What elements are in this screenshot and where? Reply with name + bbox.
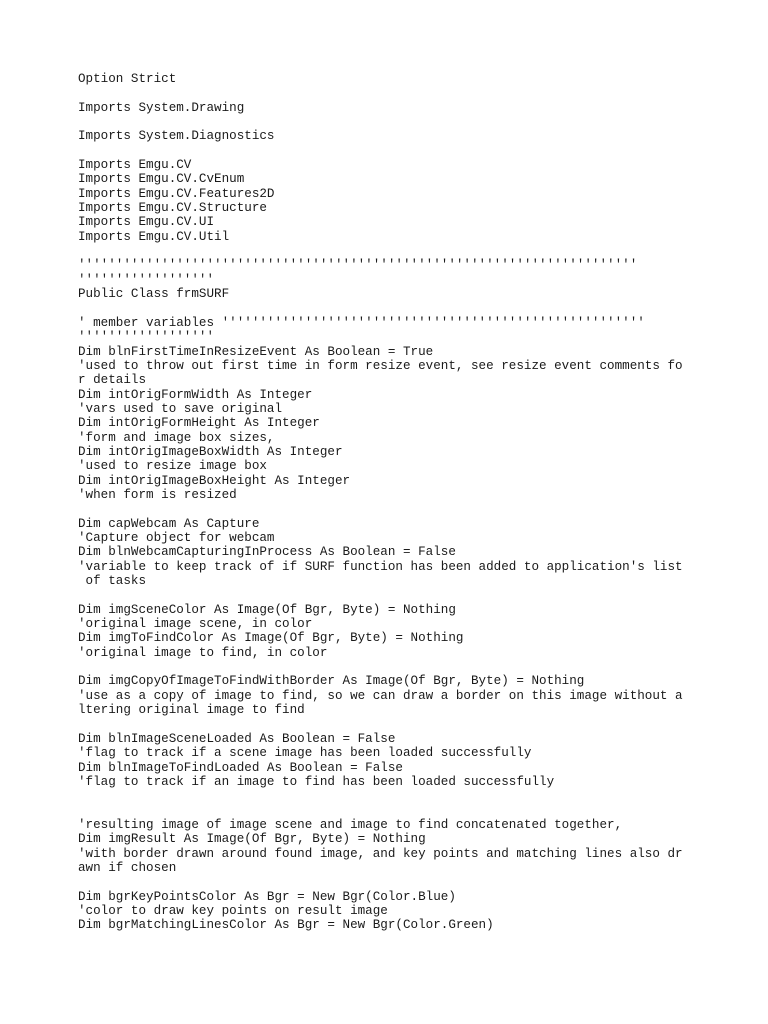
code-line: 'with border drawn around found image, and key points and matching lines also dr (78, 846, 683, 861)
code-line: 'original image to find, in color (78, 645, 328, 660)
code-line: Dim imgResult As Image(Of Bgr, Byte) = Nothing (78, 832, 426, 847)
code-line (78, 875, 698, 889)
code-line (78, 144, 698, 158)
code-line: Dim imgToFindColor As Image(Of Bgr, Byte) = Nothing (78, 631, 464, 646)
code-line: 'variable to keep track of if SURF function has been added to application's list (78, 559, 683, 574)
code-line: awn if chosen (78, 860, 177, 875)
code-line: ltering original image to find (78, 703, 305, 718)
code-line: 'vars used to save original (78, 401, 283, 416)
code-line: Imports System.Diagnostics (78, 129, 275, 144)
code-line: Dim blnImageToFindLoaded As Boolean = False (78, 760, 403, 775)
code-line: ' member variables '''''''''''''''''''''''''''''''''''''''''''''''''''''''' (78, 315, 645, 330)
code-line (78, 588, 698, 602)
code-line: Dim intOrigImageBoxWidth As Integer (78, 444, 343, 459)
code-line: Dim blnFirstTimeInResizeEvent As Boolean = True (78, 344, 434, 359)
code-line (78, 244, 698, 258)
code-line (78, 804, 698, 818)
code-line: 'used to resize image box (78, 459, 267, 474)
code-line: Imports Emgu.CV.Util (78, 229, 230, 244)
code-line: Option Strict (78, 72, 177, 86)
code-line: Imports System.Drawing (78, 100, 245, 115)
code-line: Dim bgrMatchingLinesColor As Bgr = New Bgr(Color.Green) (78, 918, 494, 933)
code-line: Imports Emgu.CV.Structure (78, 201, 267, 216)
code-line: Dim intOrigImageBoxHeight As Integer (78, 473, 351, 488)
code-line: Dim blnWebcamCapturingInProcess As Boolean = False (78, 545, 456, 560)
code-line: Public Class frmSURF (78, 287, 230, 302)
code-line (78, 302, 698, 316)
code-line: Dim capWebcam As Capture (78, 516, 260, 531)
code-line: 'form and image box sizes, (78, 430, 275, 445)
code-line: Dim imgSceneColor As Image(Of Bgr, Byte) = Nothing (78, 602, 456, 617)
code-line (78, 86, 698, 100)
code-line: 'color to draw key points on result image (78, 903, 388, 918)
code-line: Dim intOrigFormHeight As Integer (78, 416, 320, 431)
code-line (78, 717, 698, 731)
code-line: 'flag to track if an image to find has been loaded successfully (78, 774, 555, 789)
code-line: of tasks (78, 574, 147, 589)
code-line: 'when form is resized (78, 487, 237, 502)
code-line: Imports Emgu.CV.UI (78, 215, 215, 230)
code-line: Dim intOrigFormWidth As Integer (78, 387, 313, 402)
code-line: 'resulting image of image scene and image to find concatenated together, (78, 817, 623, 832)
code-line (78, 660, 698, 674)
code-line: r details (78, 373, 147, 388)
code-line: 'flag to track if a scene image has been loaded successfully (78, 746, 532, 761)
code-listing (78, 72, 698, 933)
code-line (78, 115, 698, 129)
code-line: '''''''''''''''''' (78, 272, 215, 287)
code-line: Imports Emgu.CV.CvEnum (78, 172, 245, 187)
code-line: '''''''''''''''''''''''''''''''''''''''''''''''''''''''''''''''''''''''''' (78, 258, 638, 273)
code-line: Dim imgCopyOfImageToFindWithBorder As Image(Of Bgr, Byte) = Nothing (78, 674, 585, 689)
code-line: '''''''''''''''''' (78, 330, 215, 345)
code-line: 'used to throw out first time in form resize event, see resize event comments fo (78, 358, 683, 373)
code-line: Imports Emgu.CV.Features2D (78, 186, 275, 201)
code-line: 'original image scene, in color (78, 617, 313, 632)
code-line: Dim blnImageSceneLoaded As Boolean = False (78, 731, 396, 746)
code-line: 'Capture object for webcam (78, 531, 275, 545)
code-line: 'use as a copy of image to find, so we can draw a border on this image without a (78, 688, 683, 703)
code-line (78, 789, 698, 803)
code-line: Imports Emgu.CV (78, 158, 192, 173)
code-line (78, 502, 698, 516)
code-line: Dim bgrKeyPointsColor As Bgr = New Bgr(Color.Blue) (78, 889, 456, 904)
